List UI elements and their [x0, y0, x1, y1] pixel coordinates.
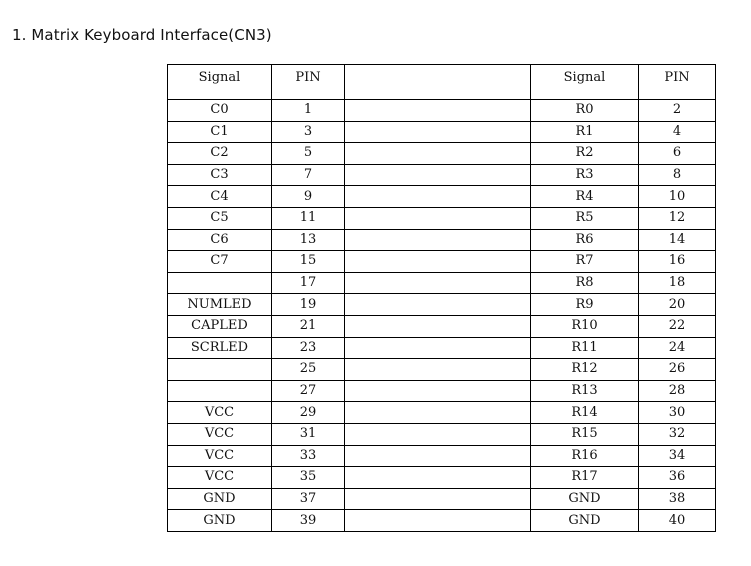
table-row [168, 251, 716, 273]
table-row [168, 445, 716, 467]
left-signal-cell [168, 272, 272, 294]
table-row [168, 380, 716, 402]
spacer-cell [345, 207, 531, 229]
spacer-cell [345, 423, 531, 445]
spacer-cell [345, 294, 531, 316]
left-signal-cell: VCC [168, 445, 272, 467]
left-signal-cell: GND [168, 510, 272, 532]
spacer-cell [345, 229, 531, 251]
left-signal-cell: C1 [168, 121, 272, 143]
left-pin-cell: 29 [272, 402, 345, 424]
right-signal-cell: GND [531, 510, 639, 532]
left-signal-cell: C4 [168, 186, 272, 208]
right-pin-cell: 12 [639, 207, 716, 229]
spacer-cell [345, 402, 531, 424]
spacer-cell [345, 467, 531, 489]
left-pin-cell: 39 [272, 510, 345, 532]
header-left-signal: Signal [168, 65, 272, 100]
left-signal-cell: VCC [168, 467, 272, 489]
left-pin-cell: 25 [272, 359, 345, 381]
right-signal-cell: R10 [531, 315, 639, 337]
left-pin-cell: 17 [272, 272, 345, 294]
right-signal-cell: R8 [531, 272, 639, 294]
left-pin-cell: 19 [272, 294, 345, 316]
right-pin-cell: 22 [639, 315, 716, 337]
spacer-cell [345, 510, 531, 532]
left-signal-cell: C5 [168, 207, 272, 229]
right-signal-cell: R16 [531, 445, 639, 467]
right-pin-cell: 18 [639, 272, 716, 294]
table-row [168, 467, 716, 489]
left-signal-cell: VCC [168, 423, 272, 445]
right-signal-cell: R1 [531, 121, 639, 143]
spacer-cell [345, 272, 531, 294]
right-pin-cell: 34 [639, 445, 716, 467]
right-signal-cell: R14 [531, 402, 639, 424]
header-right-signal: Signal [531, 65, 639, 100]
right-signal-cell: R2 [531, 143, 639, 165]
left-signal-cell: C6 [168, 229, 272, 251]
spacer-cell [345, 164, 531, 186]
left-pin-cell: 33 [272, 445, 345, 467]
right-signal-cell: R11 [531, 337, 639, 359]
table-row [168, 164, 716, 186]
right-pin-cell: 16 [639, 251, 716, 273]
pin-table-body [168, 65, 716, 532]
left-pin-cell: 1 [272, 100, 345, 122]
left-pin-cell: 35 [272, 467, 345, 489]
table-row [168, 423, 716, 445]
spacer-cell [345, 337, 531, 359]
left-pin-cell: 31 [272, 423, 345, 445]
left-signal-cell: VCC [168, 402, 272, 424]
pin-assignment-table [167, 64, 716, 532]
right-signal-cell: R7 [531, 251, 639, 273]
right-pin-cell: 14 [639, 229, 716, 251]
right-pin-cell: 36 [639, 467, 716, 489]
spacer-cell [345, 445, 531, 467]
left-signal-cell: C7 [168, 251, 272, 273]
table-row [168, 294, 716, 316]
right-signal-cell: R5 [531, 207, 639, 229]
right-pin-cell: 2 [639, 100, 716, 122]
table-row [168, 186, 716, 208]
right-signal-cell: R17 [531, 467, 639, 489]
left-pin-cell: 13 [272, 229, 345, 251]
right-pin-cell: 24 [639, 337, 716, 359]
right-pin-cell: 6 [639, 143, 716, 165]
right-signal-cell: R4 [531, 186, 639, 208]
header-right-pin: PIN [639, 65, 716, 100]
left-signal-cell: C0 [168, 100, 272, 122]
spacer-cell [345, 143, 531, 165]
spacer-cell [345, 186, 531, 208]
left-signal-cell: C3 [168, 164, 272, 186]
right-signal-cell: R13 [531, 380, 639, 402]
spacer-cell [345, 380, 531, 402]
table-row [168, 143, 716, 165]
left-signal-cell: SCRLED [168, 337, 272, 359]
spacer-cell [345, 251, 531, 273]
right-pin-cell: 4 [639, 121, 716, 143]
left-pin-cell: 9 [272, 186, 345, 208]
right-signal-cell: R0 [531, 100, 639, 122]
table-row [168, 402, 716, 424]
spacer-cell [345, 488, 531, 510]
right-signal-cell: R6 [531, 229, 639, 251]
table-row [168, 229, 716, 251]
left-pin-cell: 3 [272, 121, 345, 143]
right-signal-cell: R12 [531, 359, 639, 381]
table-row [168, 272, 716, 294]
left-signal-cell: NUMLED [168, 294, 272, 316]
right-pin-cell: 28 [639, 380, 716, 402]
table-header-row [168, 65, 716, 100]
table-row [168, 510, 716, 532]
left-pin-cell: 23 [272, 337, 345, 359]
table-row [168, 100, 716, 122]
spacer-cell [345, 359, 531, 381]
right-pin-cell: 8 [639, 164, 716, 186]
right-signal-cell: R3 [531, 164, 639, 186]
right-pin-cell: 30 [639, 402, 716, 424]
left-signal-cell: C2 [168, 143, 272, 165]
right-pin-cell: 26 [639, 359, 716, 381]
left-pin-cell: 21 [272, 315, 345, 337]
left-signal-cell: CAPLED [168, 315, 272, 337]
left-pin-cell: 5 [272, 143, 345, 165]
table-row [168, 207, 716, 229]
left-pin-cell: 15 [272, 251, 345, 273]
section-heading: 1. Matrix Keyboard Interface(CN3) [12, 26, 272, 44]
left-signal-cell [168, 380, 272, 402]
table-row [168, 315, 716, 337]
left-pin-cell: 27 [272, 380, 345, 402]
right-signal-cell: R15 [531, 423, 639, 445]
header-spacer-cell [345, 65, 531, 100]
right-pin-cell: 10 [639, 186, 716, 208]
spacer-cell [345, 315, 531, 337]
right-pin-cell: 32 [639, 423, 716, 445]
left-pin-cell: 11 [272, 207, 345, 229]
spacer-cell [345, 121, 531, 143]
right-pin-cell: 38 [639, 488, 716, 510]
table-row [168, 121, 716, 143]
left-pin-cell: 7 [272, 164, 345, 186]
right-signal-cell: GND [531, 488, 639, 510]
right-pin-cell: 40 [639, 510, 716, 532]
right-pin-cell: 20 [639, 294, 716, 316]
left-signal-cell: GND [168, 488, 272, 510]
left-signal-cell [168, 359, 272, 381]
right-signal-cell: R9 [531, 294, 639, 316]
header-left-pin: PIN [272, 65, 345, 100]
left-pin-cell: 37 [272, 488, 345, 510]
table-row [168, 359, 716, 381]
spacer-cell [345, 100, 531, 122]
table-row [168, 337, 716, 359]
table-row [168, 488, 716, 510]
